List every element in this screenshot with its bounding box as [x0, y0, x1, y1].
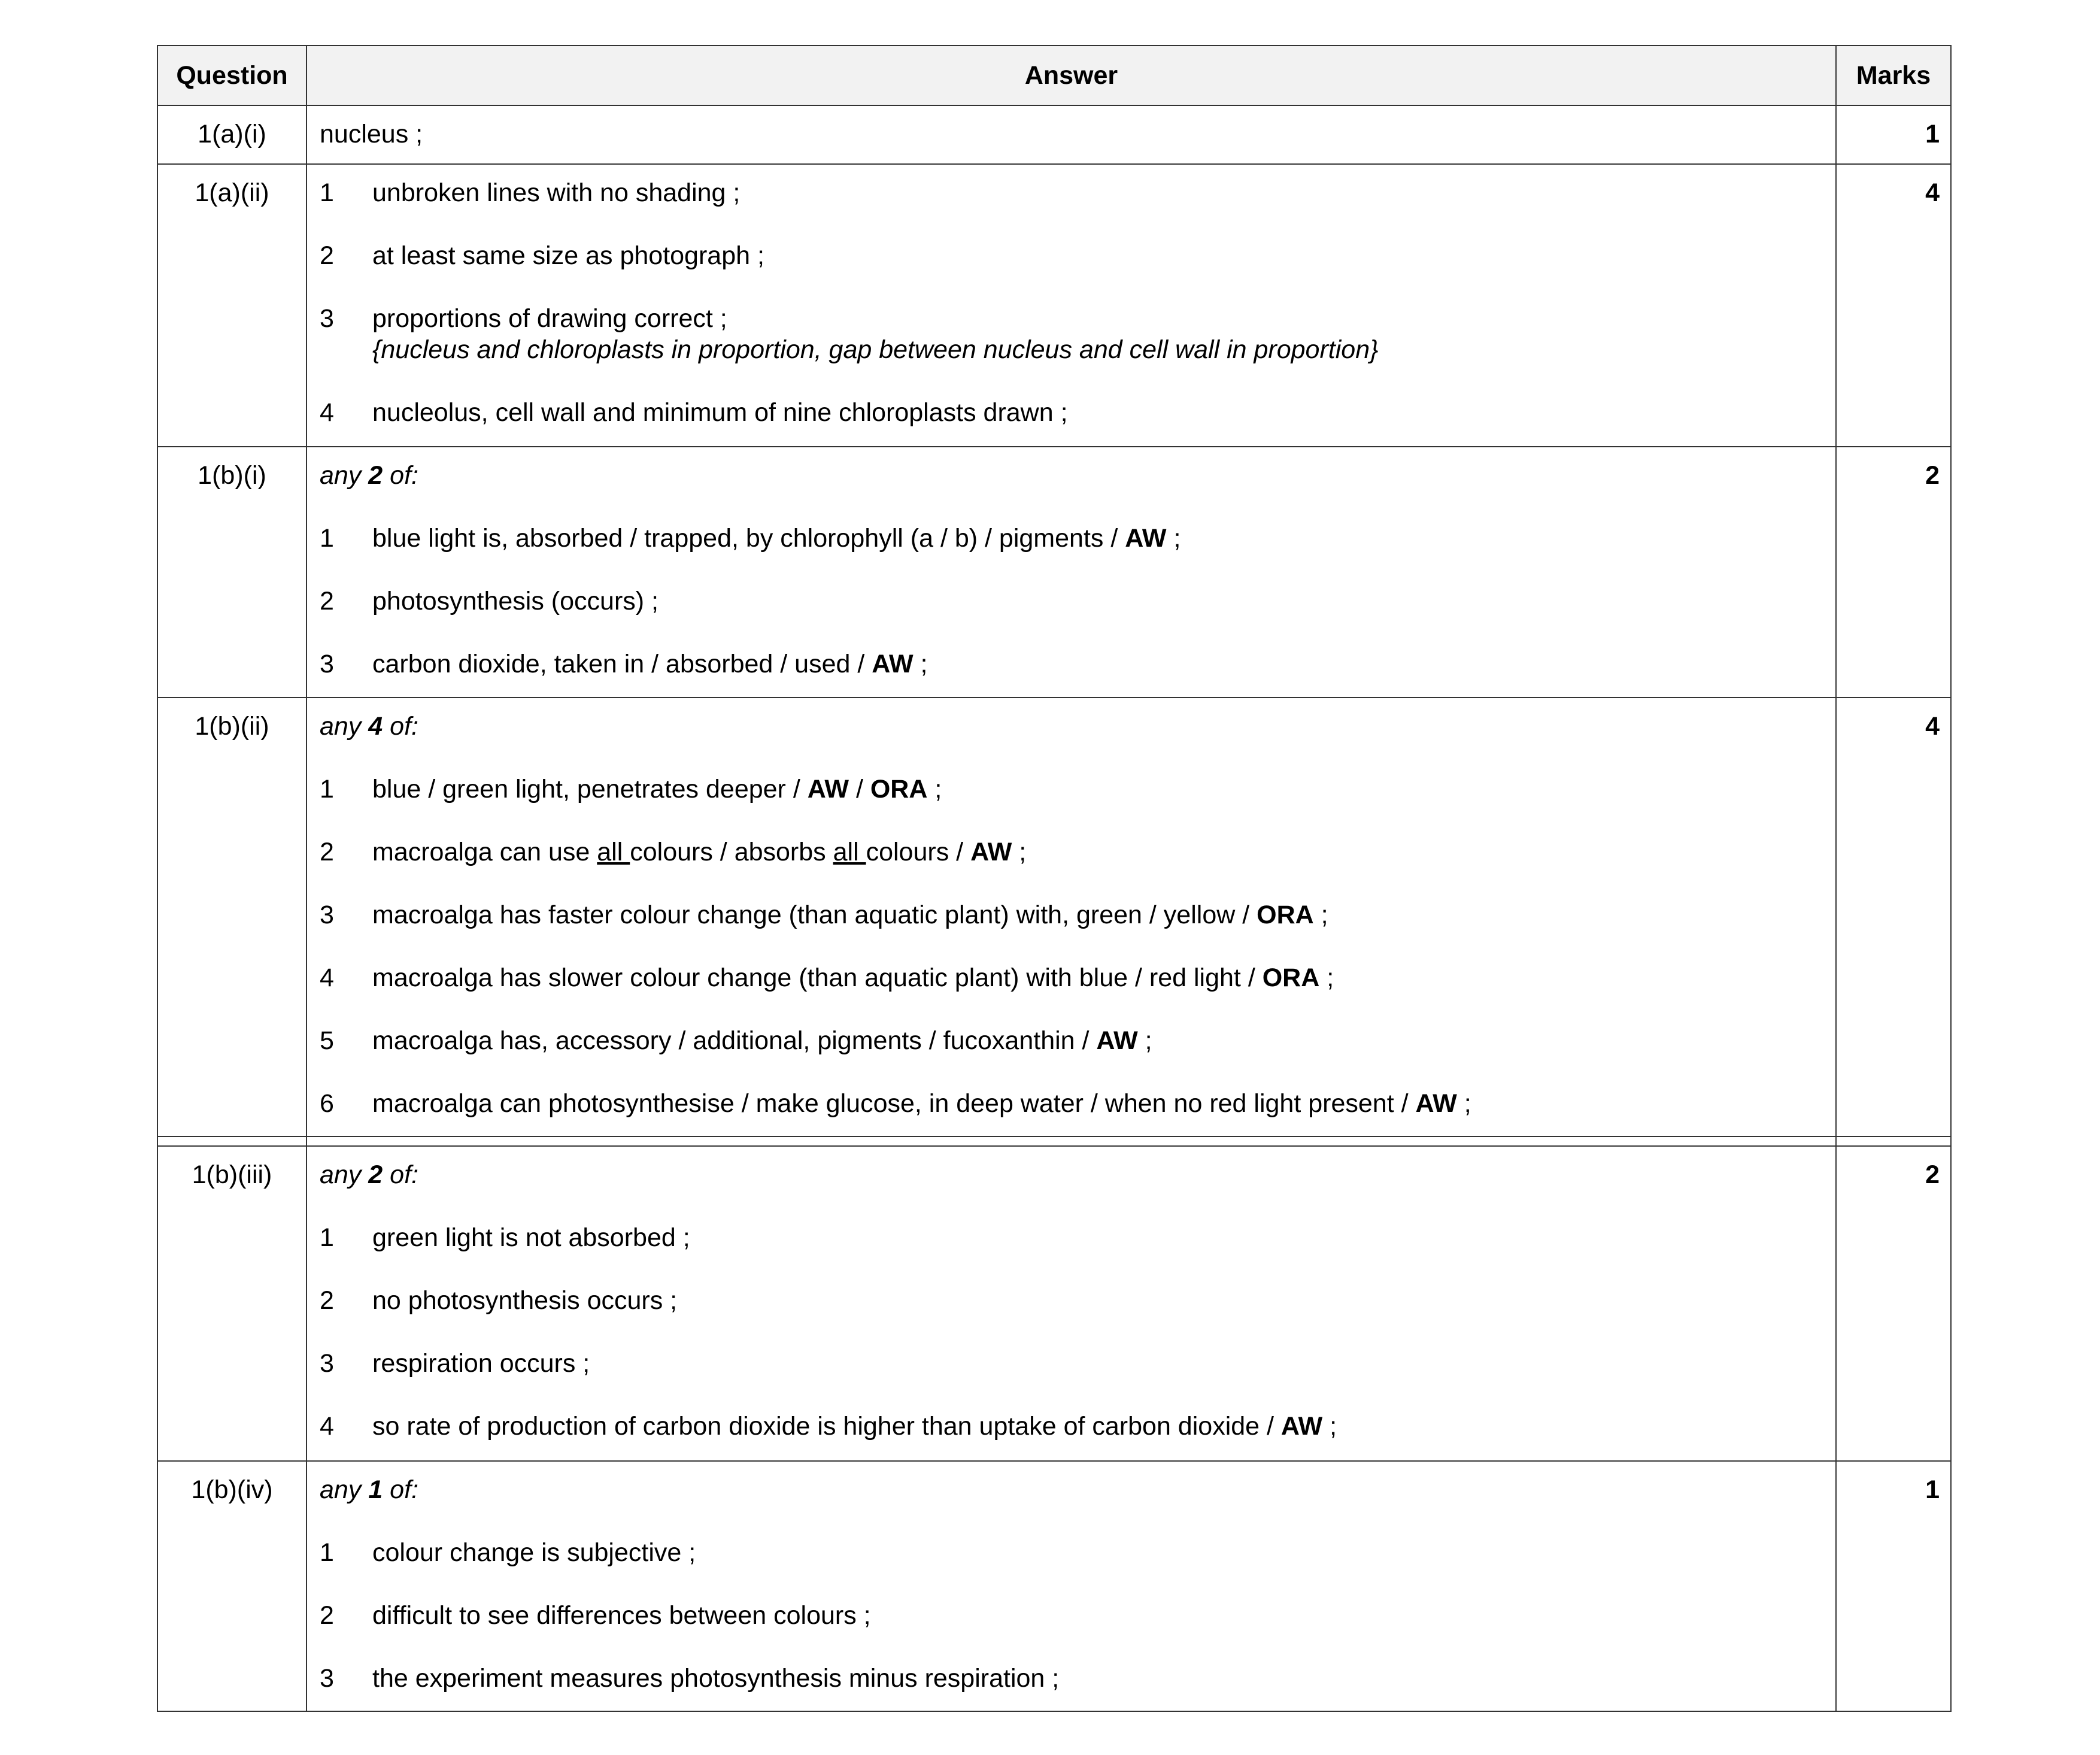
intro-count: 4 — [368, 712, 383, 741]
marks-value: 2 — [1925, 461, 1940, 490]
intro-text: of: — [383, 712, 418, 741]
item-end: ; — [1456, 1089, 1471, 1118]
item-number: 1 — [320, 775, 334, 804]
item-text-part: macroalga has faster colour change (than aquatic plant) with, green / yellow / — [372, 901, 1257, 929]
table-row — [158, 1462, 1950, 1712]
question-number: 1(b)(iii) — [192, 1160, 272, 1189]
item-number: 3 — [320, 650, 334, 678]
item-text — [372, 523, 1181, 553]
item-underline: all — [833, 838, 866, 866]
item-text-part: blue / green light, penetrates deeper / — [372, 775, 808, 804]
item-text: proportions of drawing correct ; — [372, 304, 727, 333]
table-row — [158, 106, 1950, 163]
answer-text: nucleus ; — [320, 120, 423, 148]
item-bold: ORA — [870, 775, 928, 804]
item-number: 5 — [320, 1026, 334, 1055]
intro-count: 2 — [368, 461, 383, 490]
item-number: 3 — [320, 901, 334, 929]
item-text-part: macroalga can photosynthesise / make glucose, in deep water / when no red light present / — [372, 1089, 1416, 1118]
item-number: 3 — [320, 1664, 334, 1693]
item-bold: AW — [1125, 524, 1167, 553]
item-text: nucleolus, cell wall and minimum of nine chloroplasts drawn ; — [372, 398, 1068, 427]
item-text-part: / — [849, 775, 870, 804]
item-number: 1 — [320, 178, 334, 207]
item-text: colour change is subjective ; — [372, 1538, 696, 1567]
table-row — [158, 165, 1950, 446]
intro-text: of: — [383, 461, 418, 490]
item-bold: AW — [1415, 1089, 1457, 1118]
item-note: {nucleus and chloroplasts in proportion, gap between nucleus and cell wall in proportion} — [372, 335, 1379, 364]
item-underline: all — [597, 838, 630, 866]
item-number: 1 — [320, 524, 334, 553]
item-number: 4 — [320, 1412, 334, 1441]
item-text: green light is not absorbed ; — [372, 1223, 690, 1252]
item-end: ; — [1137, 1026, 1152, 1055]
item-bold: AW — [1280, 1412, 1323, 1441]
item-bold: AW — [807, 775, 849, 804]
item-number: 2 — [320, 838, 334, 866]
answer-intro — [320, 1160, 418, 1190]
item-number: 3 — [320, 304, 334, 333]
item-number: 2 — [320, 1286, 334, 1315]
item-text-part: so rate of production of carbon dioxide is higher than uptake of carbon dioxide / — [372, 1412, 1281, 1441]
intro-text: any — [320, 712, 369, 741]
item-text — [372, 649, 927, 679]
item-text-part: blue light is, absorbed / trapped, by chlorophyll (a / b) / pigments / — [372, 524, 1125, 553]
intro-text: any — [320, 461, 369, 490]
intro-text: any — [320, 1160, 369, 1189]
question-number: 1(a)(i) — [198, 120, 266, 148]
marks-value: 1 — [1925, 1475, 1940, 1504]
table-row — [158, 1147, 1950, 1460]
item-text: respiration occurs ; — [372, 1349, 590, 1378]
item-number: 1 — [320, 1538, 334, 1567]
item-number: 4 — [320, 398, 334, 427]
item-end: ; — [1322, 1412, 1337, 1441]
question-column-header: Question — [176, 61, 288, 90]
item-text-part: carbon dioxide, taken in / absorbed / used / — [372, 650, 872, 678]
marks-value: 1 — [1925, 120, 1940, 148]
item-text: unbroken lines with no shading ; — [372, 178, 741, 207]
item-number: 2 — [320, 587, 334, 616]
marks-value: 4 — [1925, 712, 1940, 741]
item-number: 3 — [320, 1349, 334, 1378]
intro-text: of: — [383, 1475, 418, 1504]
item-bold: AW — [872, 650, 914, 678]
row-separator — [158, 1136, 1950, 1137]
item-end: ; — [1313, 901, 1328, 929]
item-number: 2 — [320, 1601, 334, 1630]
item-text — [372, 774, 942, 804]
answer-intro — [320, 1475, 418, 1505]
mark-scheme-table — [157, 45, 1952, 1712]
marks-value: 2 — [1925, 1160, 1940, 1189]
item-end: ; — [1319, 963, 1334, 992]
item-text-part: macroalga can use — [372, 838, 597, 866]
item-number: 2 — [320, 241, 334, 270]
item-text-part: macroalga has, accessory / additional, pigments / fucoxanthin / — [372, 1026, 1097, 1055]
item-number: 6 — [320, 1089, 334, 1118]
intro-count: 1 — [368, 1475, 383, 1504]
item-text: difficult to see differences between colours ; — [372, 1601, 871, 1630]
item-bold: ORA — [1257, 901, 1314, 929]
item-end: ; — [1012, 838, 1027, 866]
answer-intro — [320, 460, 418, 490]
marks-value: 4 — [1925, 178, 1940, 207]
question-number: 1(b)(ii) — [195, 712, 269, 741]
item-number: 4 — [320, 963, 334, 992]
item-text: no photosynthesis occurs ; — [372, 1286, 678, 1315]
intro-text: any — [320, 1475, 369, 1504]
table-header — [158, 46, 1950, 106]
item-text-part: colours / — [866, 838, 971, 866]
item-end: ; — [1166, 524, 1181, 553]
item-end: ; — [913, 650, 928, 678]
item-text: at least same size as photograph ; — [372, 241, 764, 270]
question-number: 1(a)(ii) — [195, 178, 269, 207]
item-text-part: colours / absorbs — [630, 838, 833, 866]
item-text: the experiment measures photosynthesis minus respiration ; — [372, 1664, 1060, 1693]
answer-column-header: Answer — [1024, 61, 1118, 90]
item-number: 1 — [320, 1223, 334, 1252]
question-number: 1(b)(i) — [198, 461, 266, 490]
intro-text: of: — [383, 1160, 418, 1189]
item-text — [372, 1089, 1471, 1119]
item-bold: AW — [970, 838, 1012, 866]
item-end: ; — [927, 775, 942, 804]
item-text: photosynthesis (occurs) ; — [372, 587, 658, 616]
marks-column-header: Marks — [1856, 61, 1931, 90]
table-row — [158, 447, 1950, 697]
table-row — [158, 698, 1950, 1136]
item-text — [372, 1026, 1152, 1056]
answer-intro — [320, 711, 418, 741]
item-text — [372, 900, 1328, 930]
item-text — [372, 837, 1026, 867]
question-number: 1(b)(iv) — [191, 1475, 273, 1504]
item-bold: ORA — [1262, 963, 1320, 992]
item-bold: AW — [1096, 1026, 1138, 1055]
item-text — [372, 963, 1334, 993]
intro-count: 2 — [368, 1160, 383, 1189]
item-text — [372, 1411, 1337, 1441]
item-text-part: macroalga has slower colour change (than aquatic plant) with blue / red light / — [372, 963, 1263, 992]
